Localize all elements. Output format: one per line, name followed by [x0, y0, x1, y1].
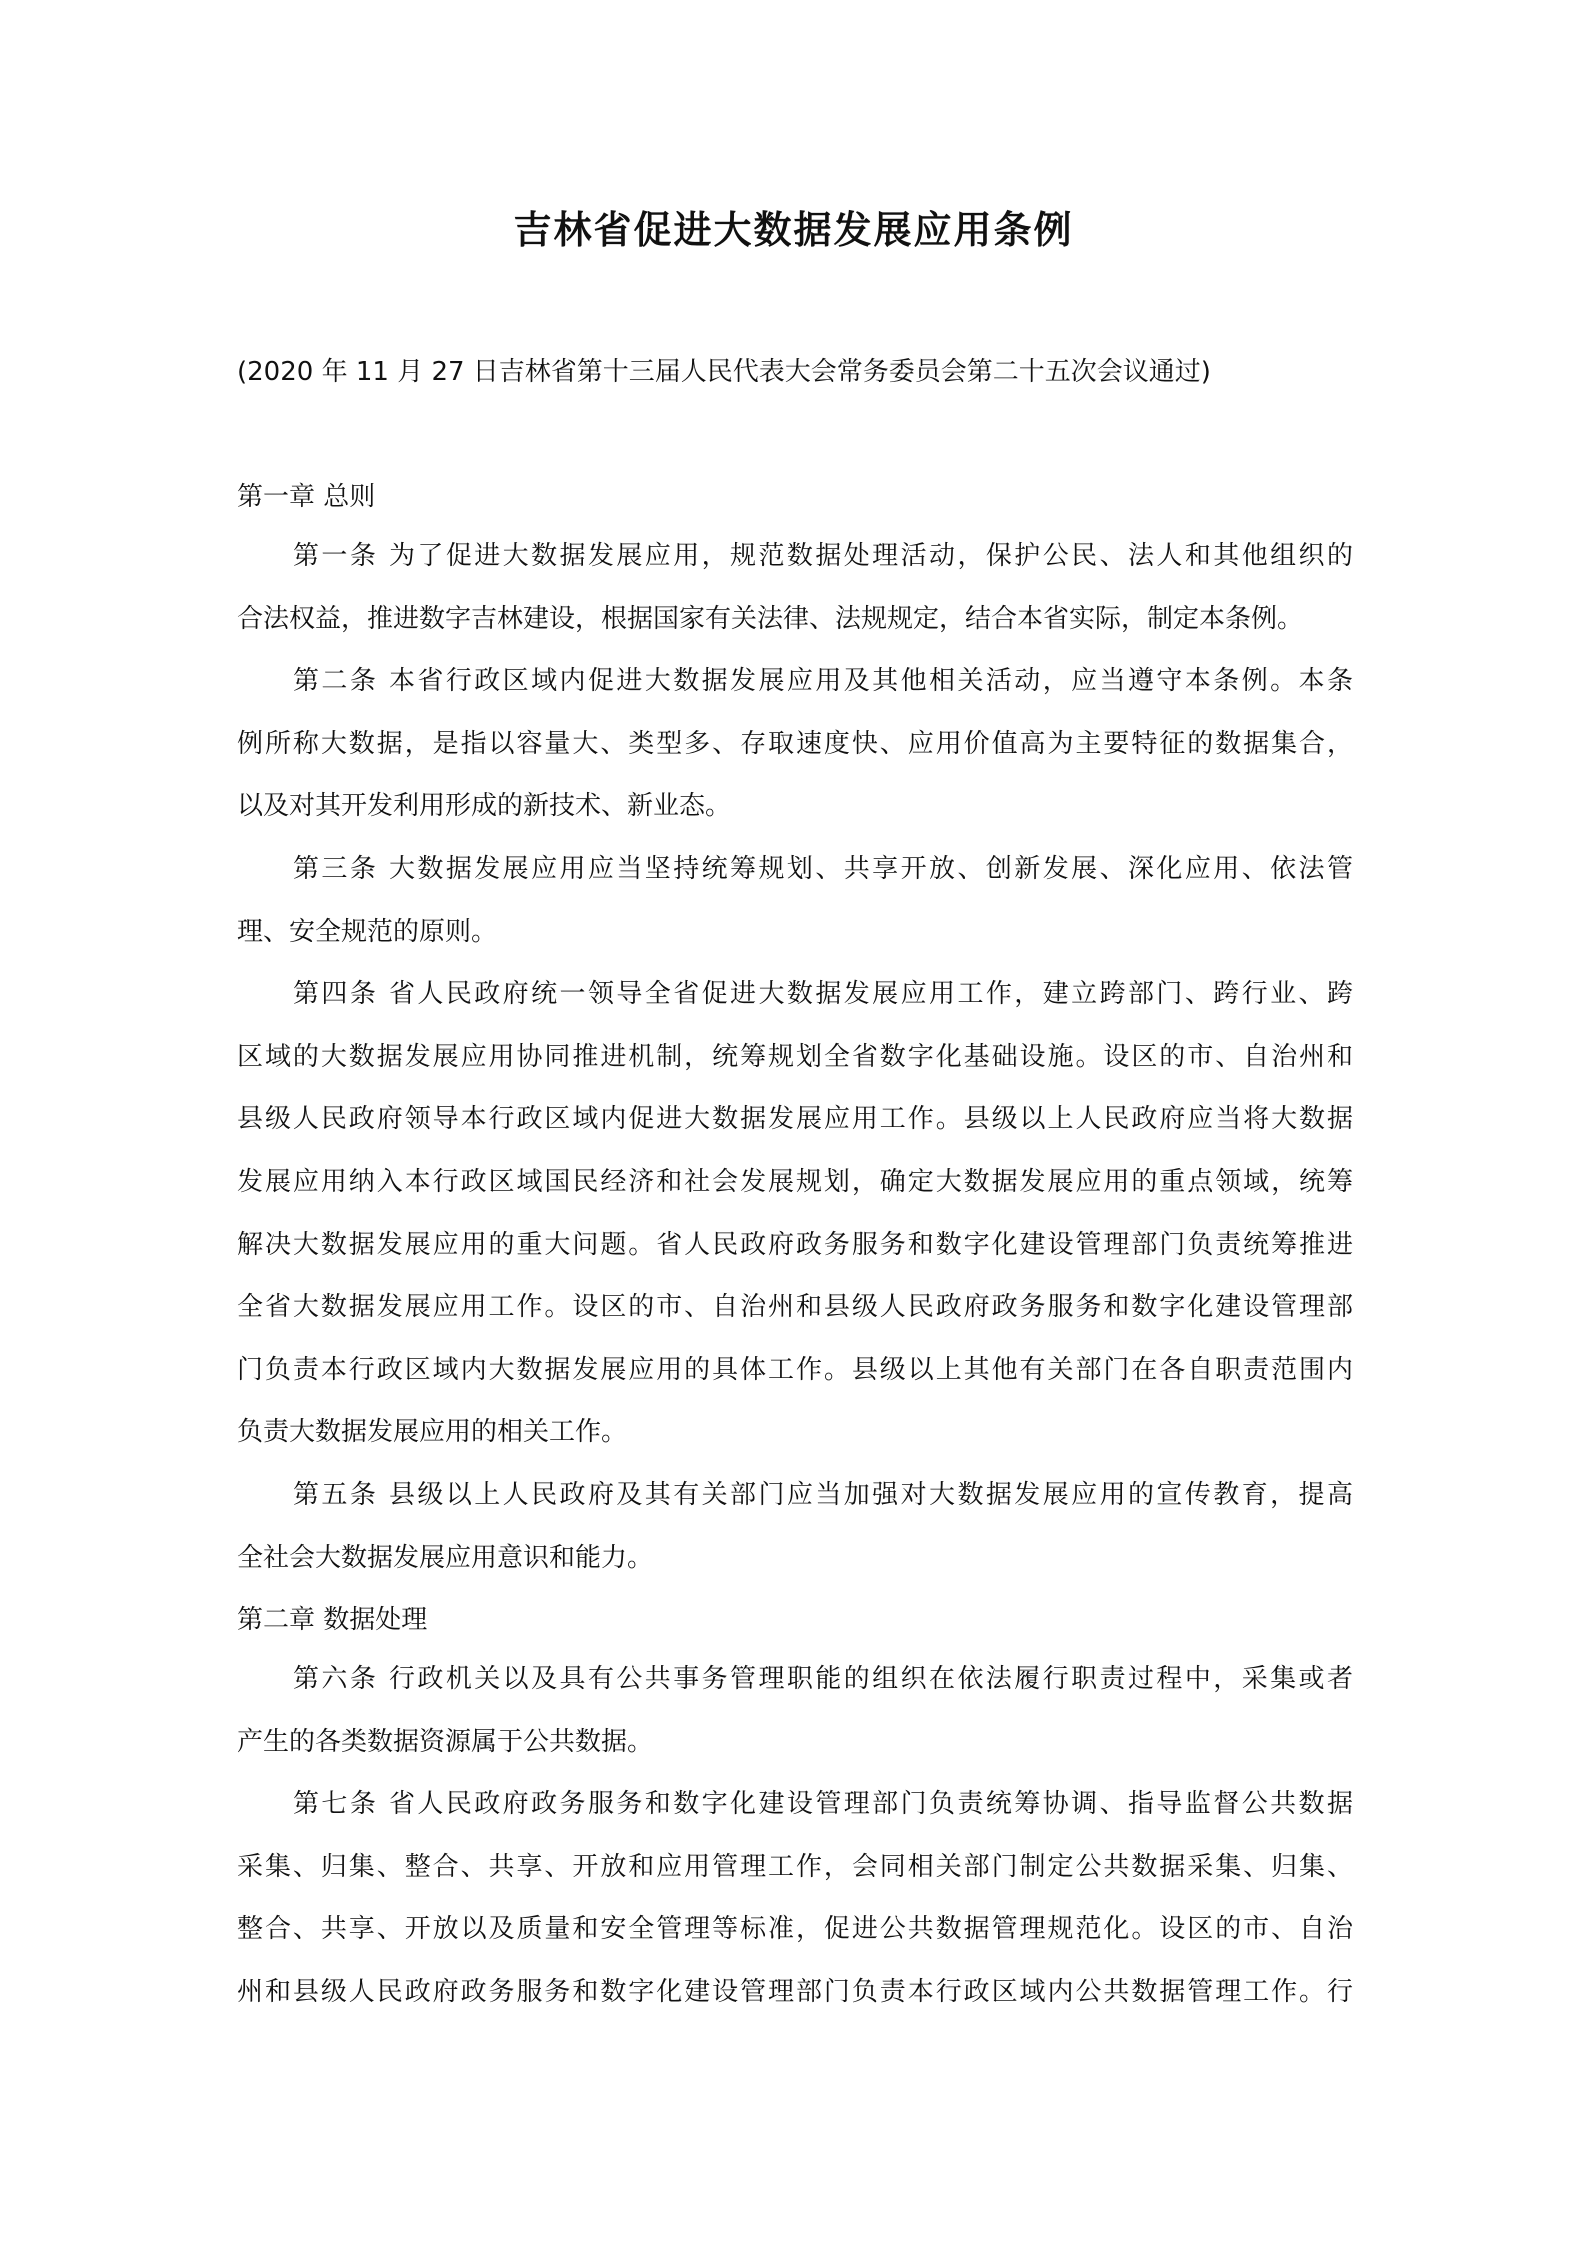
- text-line: 例所称大数据，是指以容量大、类型多、存取速度快、应用价值高为主要特征的数据集合，: [237, 728, 1353, 759]
- text-line: 第七条 省人民政府政务服务和数字化建设管理部门负责统筹协调、指导监督公共数据: [293, 1789, 1353, 1820]
- chapter-heading: 第二章 数据处理: [237, 1605, 428, 1636]
- text-line: 州和县级人民政府政务服务和数字化建设管理部门负责本行政区域内公共数据管理工作。行: [237, 1977, 1353, 2008]
- text-line: 发展应用纳入本行政区域国民经济和社会发展规划，确定大数据发展应用的重点领域，统筹: [237, 1166, 1353, 1197]
- text-line: 整合、共享、开放以及质量和安全管理等标准，促进公共数据管理规范化。设区的市、自治: [237, 1914, 1353, 1945]
- text-line: 负责大数据发展应用的相关工作。: [237, 1417, 628, 1448]
- document-subtitle: (2020 年 11 月 27 日吉林省第十三届人民代表大会常务委员会第二十五次会议通过): [237, 357, 1211, 387]
- text-line: 第一条 为了促进大数据发展应用，规范数据处理活动，保护公民、法人和其他组织的: [293, 541, 1353, 571]
- text-line: 第三条 大数据发展应用应当坚持统筹规划、共享开放、创新发展、深化应用、依法管: [293, 853, 1353, 884]
- text-line: 全社会大数据发展应用意识和能力。: [237, 1542, 654, 1573]
- text-line: 全省大数据发展应用工作。设区的市、自治州和县级人民政府政务服务和数字化建设管理部: [237, 1292, 1353, 1323]
- text-line: 县级人民政府领导本行政区域内促进大数据发展应用工作。县级以上人民政府应当将大数据: [237, 1104, 1353, 1135]
- text-line: 解决大数据发展应用的重大问题。省人民政府政务服务和数字化建设管理部门负责统筹推进: [237, 1229, 1353, 1260]
- text-line: 第二条 本省行政区域内促进大数据发展应用及其他相关活动，应当遵守本条例。本条: [293, 666, 1353, 697]
- text-line: 采集、归集、整合、共享、开放和应用管理工作，会同相关部门制定公共数据采集、归集、: [237, 1851, 1353, 1882]
- document-title: 吉林省促进大数据发展应用条例: [513, 208, 1074, 252]
- article-paragraph: [237, 1773, 1353, 2023]
- text-line: 合法权益，推进数字吉林建设，根据国家有关法律、法规规定，结合本省实际，制定本条例。: [237, 603, 1304, 634]
- text-line: 产生的各类数据资源属于公共数据。: [237, 1726, 654, 1757]
- article-paragraph: [237, 650, 1353, 838]
- text-line: 第六条 行政机关以及具有公共事务管理职能的组织在依法履行职责过程中，采集或者: [293, 1664, 1353, 1695]
- article-paragraph: [237, 963, 1353, 1464]
- document-body: [237, 466, 1353, 2024]
- text-line: 理、安全规范的原则。: [237, 916, 498, 947]
- article-paragraph: [237, 1648, 1353, 1773]
- text-line: 第四条 省人民政府统一领导全省促进大数据发展应用工作，建立跨部门、跨行业、跨: [293, 979, 1353, 1010]
- text-line: 以及对其开发利用形成的新技术、新业态。: [237, 791, 732, 822]
- chapter-heading: 第一章 总则: [237, 482, 376, 512]
- article-paragraph: [237, 1464, 1353, 1589]
- text-line: 第五条 县级以上人民政府及其有关部门应当加强对大数据发展应用的宣传教育，提高: [293, 1479, 1353, 1510]
- article-paragraph: [237, 838, 1353, 963]
- article-paragraph: [237, 525, 1353, 650]
- text-line: 区域的大数据发展应用协同推进机制，统筹规划全省数字化基础设施。设区的市、自治州和: [237, 1041, 1353, 1072]
- text-line: 门负责本行政区域内大数据发展应用的具体工作。县级以上其他有关部门在各自职责范围内: [237, 1354, 1353, 1385]
